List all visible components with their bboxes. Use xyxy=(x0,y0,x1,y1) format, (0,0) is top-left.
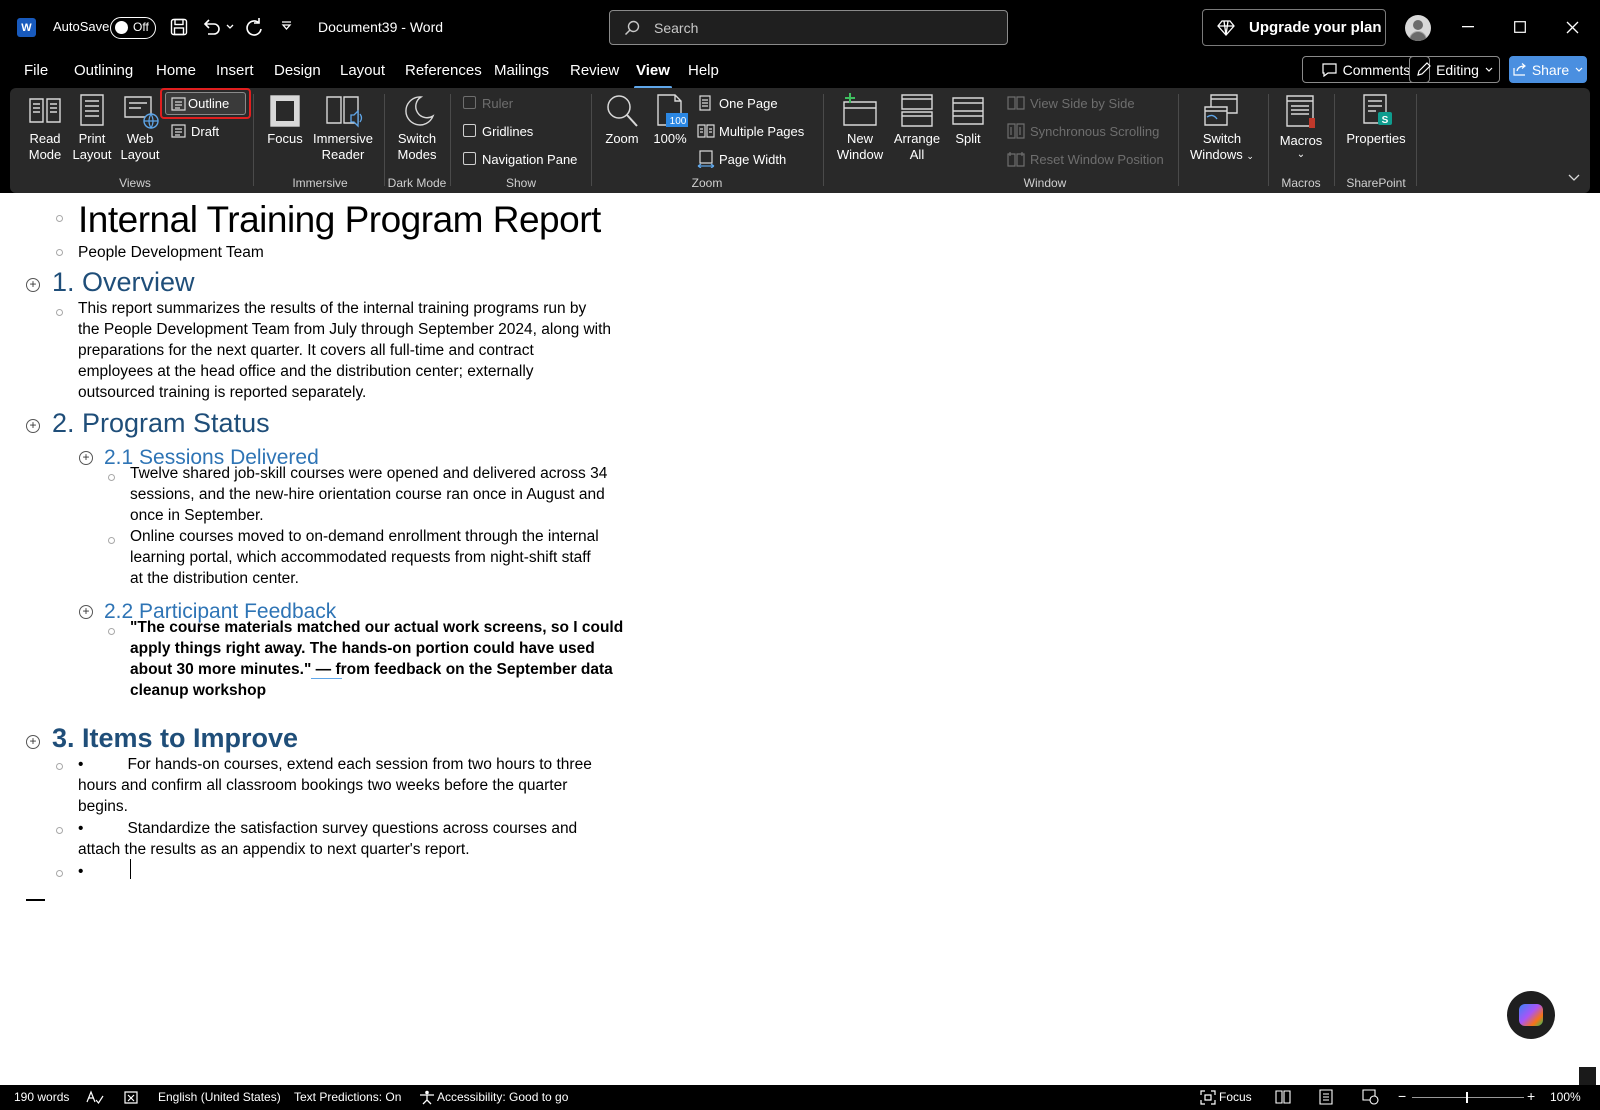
draft-view-button[interactable]: Draft xyxy=(191,124,220,139)
expand-heading-icon[interactable]: + xyxy=(26,735,40,749)
editing-mode-button[interactable] xyxy=(1409,56,1500,83)
gridlines-label: Gridlines xyxy=(482,124,534,139)
title-bar xyxy=(0,0,1600,56)
synchronous-scrolling-icon xyxy=(1007,123,1025,139)
navigation-pane-label: Navigation Pane xyxy=(482,152,578,167)
list-bullet: • xyxy=(78,756,84,773)
account-avatar[interactable] xyxy=(1405,15,1431,41)
read-mode-button[interactable]: Read Mode xyxy=(28,131,62,162)
feedback-quote[interactable] xyxy=(130,617,623,701)
text-line: begins. xyxy=(78,798,128,815)
avatar-head xyxy=(1413,20,1423,30)
ribbon-separator xyxy=(450,94,451,186)
switch-modes-button[interactable]: Switch Modes xyxy=(397,131,437,162)
autosave-toggle[interactable] xyxy=(110,17,156,39)
outline-bullet[interactable] xyxy=(56,215,63,222)
outline-bullet[interactable] xyxy=(56,763,63,770)
share-button[interactable] xyxy=(1509,56,1587,83)
zoom-out-button[interactable]: − xyxy=(1398,1088,1407,1104)
show-group-label: Show xyxy=(505,176,537,190)
one-page-button[interactable]: One Page xyxy=(719,96,778,111)
tab-insert[interactable]: Insert xyxy=(216,62,254,79)
accessibility-status[interactable]: Accessibility: Good to go xyxy=(437,1090,569,1104)
improve-item-1[interactable] xyxy=(78,754,592,817)
text-line: about 30 more minutes." — from feedback on the September data xyxy=(130,661,613,678)
grammar-underline xyxy=(311,677,342,679)
print-layout-icon xyxy=(79,93,105,127)
ribbon-separator xyxy=(253,94,254,186)
page-width-icon xyxy=(697,150,715,168)
print-layout-button[interactable]: Print Layout xyxy=(72,131,112,162)
view-side-by-side-icon xyxy=(1007,96,1025,110)
text-line: apply things right away. The hands-on portion could have used xyxy=(130,640,595,657)
copilot-icon xyxy=(1519,1004,1543,1026)
list-bullet: • xyxy=(78,820,84,837)
pencil-icon xyxy=(1416,62,1431,77)
outline-bullet[interactable] xyxy=(108,537,115,544)
ruler-label: Ruler xyxy=(482,96,514,111)
maximize-button[interactable] xyxy=(1505,12,1535,42)
customize-quick-access-icon[interactable] xyxy=(281,21,292,31)
focus-mode-label[interactable]: Focus xyxy=(1219,1090,1252,1104)
view-side-by-side-button[interactable]: View Side by Side xyxy=(1030,96,1135,111)
views-group-label: Views xyxy=(119,176,151,190)
maximize-icon xyxy=(1514,21,1526,33)
one-page-icon xyxy=(698,95,712,111)
search-placeholder: Search xyxy=(654,19,699,36)
switch-windows-icon xyxy=(1203,93,1239,129)
split-icon xyxy=(951,96,985,126)
text-line: employees at the head office and the distribution center; externally xyxy=(78,363,534,380)
share-icon xyxy=(1513,63,1527,76)
expand-heading-icon[interactable]: + xyxy=(26,419,40,433)
macros-button[interactable]: Macros xyxy=(1279,133,1323,148)
reset-window-position-icon xyxy=(1007,151,1025,167)
arrange-all-icon xyxy=(900,93,934,129)
zoom-level[interactable]: 100% xyxy=(1550,1090,1581,1104)
improve-item-2[interactable] xyxy=(78,818,577,860)
page-width-button[interactable]: Page Width xyxy=(719,152,787,167)
status-bar xyxy=(0,1085,1600,1110)
close-button[interactable] xyxy=(1557,12,1587,42)
text-line: at the distribution center. xyxy=(130,570,299,587)
new-window-button[interactable]: New Window xyxy=(836,131,884,162)
empty-list-item[interactable] xyxy=(78,861,83,882)
zoom-group-label: Zoom xyxy=(691,176,723,190)
macros-chevron-down-icon[interactable]: ⌄ xyxy=(1296,149,1306,160)
document-subtitle[interactable]: People Development Team xyxy=(78,244,264,261)
text-line: cleanup workshop xyxy=(130,682,267,699)
tab-design[interactable]: Design xyxy=(274,62,321,79)
word-count[interactable]: 190 words xyxy=(14,1090,70,1104)
close-icon xyxy=(1566,21,1579,34)
focus-mode-icon[interactable] xyxy=(1200,1090,1216,1105)
text-line: learning portal, which accommodated requests from night-shift staff xyxy=(130,549,591,566)
zoom-slider-thumb[interactable] xyxy=(1466,1092,1468,1103)
moon-icon xyxy=(401,94,435,128)
arrange-all-button[interactable]: Arrange All xyxy=(893,131,941,162)
proofing-icon[interactable] xyxy=(86,1090,104,1105)
ribbon-separator xyxy=(1178,94,1179,186)
read-mode-status-icon[interactable] xyxy=(1275,1090,1291,1104)
zoom-100-icon-text: 100 xyxy=(669,116,687,127)
text-line xyxy=(78,818,577,839)
document-name: Document39 xyxy=(318,19,398,35)
web-layout-button[interactable]: Web Layout xyxy=(120,131,160,162)
focus-button[interactable]: Focus xyxy=(267,131,303,146)
outline-bullet[interactable] xyxy=(56,870,63,877)
immersive-reader-button[interactable]: Immersive Reader xyxy=(313,131,373,162)
zoom-in-button[interactable]: + xyxy=(1527,1088,1536,1104)
print-layout-status-icon[interactable] xyxy=(1319,1089,1333,1105)
comments-label: Comments xyxy=(1342,61,1411,78)
ribbon-separator xyxy=(1334,94,1335,186)
read-mode-icon xyxy=(28,94,62,126)
draft-icon xyxy=(171,124,186,138)
tab-home[interactable]: Home xyxy=(156,62,197,79)
avatar-body xyxy=(1409,31,1427,41)
outline-highlight-box xyxy=(160,88,251,119)
chevron-down-icon xyxy=(1575,67,1583,73)
immersive-reader-icon xyxy=(325,93,365,129)
outline-bullet[interactable] xyxy=(56,309,63,316)
sessions-paragraph-1[interactable] xyxy=(130,463,607,526)
comment-icon xyxy=(1322,63,1337,77)
zoom-100-button[interactable]: 100% xyxy=(653,131,687,146)
overview-paragraph[interactable] xyxy=(78,298,611,403)
window-group-label: Window xyxy=(1023,176,1067,190)
tab-references[interactable]: References xyxy=(405,62,482,79)
properties-icon xyxy=(1360,93,1396,129)
text-predictions-status[interactable]: Text Predictions: On xyxy=(294,1090,402,1104)
chevron-down-icon xyxy=(1485,67,1493,73)
list-bullet: • xyxy=(78,863,84,880)
zoom-magnifier-icon xyxy=(605,93,639,129)
heading-overview[interactable]: 1. Overview xyxy=(52,267,195,297)
text-line: attach the results as an appendix to next quarter's report. xyxy=(78,841,470,858)
split-button[interactable]: Split xyxy=(955,131,981,146)
dark-mode-group-label: Dark Mode xyxy=(387,176,447,190)
web-layout-icon xyxy=(123,95,159,129)
share-label: Share xyxy=(1531,61,1570,78)
reset-window-position-button[interactable]: Reset Window Position xyxy=(1030,152,1164,167)
tab-view[interactable]: View xyxy=(636,62,670,79)
heading-items-to-improve[interactable]: 3. Items to Improve xyxy=(52,723,299,753)
upgrade-plan-button[interactable] xyxy=(1202,9,1386,46)
outline-bullet[interactable] xyxy=(56,827,63,834)
text-line: Online courses moved to on-demand enrollment through the internal xyxy=(130,528,599,545)
switch-windows-label: Switch Windows xyxy=(1190,131,1243,162)
minimize-button[interactable] xyxy=(1453,12,1483,42)
outline-bullet[interactable] xyxy=(108,628,115,635)
document-title-text[interactable]: Internal Training Program Report xyxy=(78,199,601,240)
autosave-state: Off xyxy=(133,20,149,34)
expand-heading-icon[interactable]: + xyxy=(26,278,40,292)
end-of-document-marker xyxy=(26,899,45,901)
ribbon-separator xyxy=(591,94,592,186)
resize-grip[interactable] xyxy=(1579,1067,1596,1085)
tab-review[interactable]: Review xyxy=(570,62,620,79)
ribbon-separator xyxy=(1416,94,1417,186)
gridlines-checkbox[interactable] xyxy=(463,124,476,137)
properties-button[interactable]: Properties xyxy=(1346,131,1406,146)
multiple-pages-icon xyxy=(697,124,715,138)
text-line: once in September. xyxy=(130,507,264,524)
tab-layout[interactable]: Layout xyxy=(340,62,386,79)
ribbon-separator xyxy=(823,94,824,186)
ribbon-separator xyxy=(1268,94,1269,186)
expand-heading-icon[interactable]: + xyxy=(79,451,93,465)
text-line xyxy=(78,754,592,775)
save-icon[interactable] xyxy=(170,18,188,36)
track-changes-icon[interactable] xyxy=(124,1090,140,1105)
tab-file[interactable]: File xyxy=(24,62,49,79)
toggle-knob xyxy=(115,21,128,34)
heading-program-status[interactable]: 2. Program Status xyxy=(52,408,270,438)
document-title[interactable] xyxy=(318,19,443,35)
zoom-button[interactable]: Zoom xyxy=(605,131,639,146)
macros-group-label: Macros xyxy=(1281,176,1321,190)
focus-icon xyxy=(268,94,302,128)
upgrade-plan-label: Upgrade your plan xyxy=(1249,19,1382,36)
chevron-down-icon: ⌄ xyxy=(1246,151,1254,161)
expand-heading-icon[interactable]: + xyxy=(79,605,93,619)
macros-icon xyxy=(1285,94,1317,130)
web-layout-status-icon[interactable] xyxy=(1362,1089,1379,1105)
ruler-checkbox[interactable] xyxy=(463,96,476,109)
text-line: the People Development Team from July through September 2024, along with xyxy=(78,321,612,338)
switch-windows-button[interactable] xyxy=(1188,131,1256,164)
language-indicator[interactable]: English (United States) xyxy=(158,1090,281,1104)
text-line: This report summarizes the results of the internal training programs run by xyxy=(78,300,587,317)
text-line-content: Standardize the satisfaction survey questions across courses and xyxy=(127,820,578,837)
accessibility-icon[interactable] xyxy=(419,1090,435,1105)
text-cursor xyxy=(130,859,131,879)
heading-sessions-delivered[interactable]: 2.1 Sessions Delivered xyxy=(104,446,319,469)
text-line: Twelve shared job-skill courses were opened and delivered across 34 xyxy=(130,465,608,482)
text-line: "The course materials matched our actual work screens, so I could xyxy=(130,619,624,636)
copilot-button[interactable] xyxy=(1507,991,1555,1039)
autosave-label: AutoSave xyxy=(53,19,110,34)
title-separator: - xyxy=(401,19,406,35)
ribbon-separator xyxy=(384,94,385,186)
search-box[interactable] xyxy=(609,10,1008,45)
undo-dropdown-chevron-icon[interactable] xyxy=(226,24,234,30)
tab-help[interactable]: Help xyxy=(688,62,719,79)
editing-label: Editing xyxy=(1436,61,1479,78)
navigation-pane-checkbox[interactable] xyxy=(463,152,476,165)
text-line: preparations for the next quarter. It covers all full-time and contract xyxy=(78,342,534,359)
word-logo-icon: W xyxy=(17,18,36,37)
new-window-icon xyxy=(842,92,878,128)
search-icon xyxy=(624,20,640,36)
text-line: sessions, and the new-hire orientation course ran once in August and xyxy=(130,486,605,503)
immersive-group-label: Immersive xyxy=(292,176,348,190)
zoom-slider-track[interactable] xyxy=(1412,1097,1524,1098)
tab-mailings[interactable]: Mailings xyxy=(494,62,550,79)
multiple-pages-button[interactable]: Multiple Pages xyxy=(719,124,805,139)
app-name: Word xyxy=(409,19,444,35)
minimize-icon xyxy=(1462,26,1474,28)
svg-text:S: S xyxy=(1381,115,1389,126)
tab-outlining[interactable]: Outlining xyxy=(74,62,134,79)
outline-label: Outline xyxy=(188,96,230,111)
redo-icon[interactable] xyxy=(244,17,264,37)
outline-bullet[interactable] xyxy=(108,474,115,481)
text-line-content: For hands-on courses, extend each session from two hours to three xyxy=(127,756,592,773)
text-line: hours and confirm all classroom bookings two weeks before the quarter xyxy=(78,777,568,794)
sessions-paragraph-2[interactable] xyxy=(130,526,599,589)
diamond-icon xyxy=(1217,20,1235,36)
synchronous-scrolling-button[interactable]: Synchronous Scrolling xyxy=(1030,124,1160,139)
document-area[interactable] xyxy=(0,193,1600,1085)
text-line: outsourced training is reported separately. xyxy=(78,384,367,401)
outline-bullet[interactable] xyxy=(56,249,63,256)
undo-icon[interactable] xyxy=(201,17,221,37)
sharepoint-group-label: SharePoint xyxy=(1346,176,1406,190)
heading-participant-feedback[interactable]: 2.2 Participant Feedback xyxy=(104,600,337,623)
collapse-ribbon-chevron-icon[interactable] xyxy=(1568,174,1580,182)
